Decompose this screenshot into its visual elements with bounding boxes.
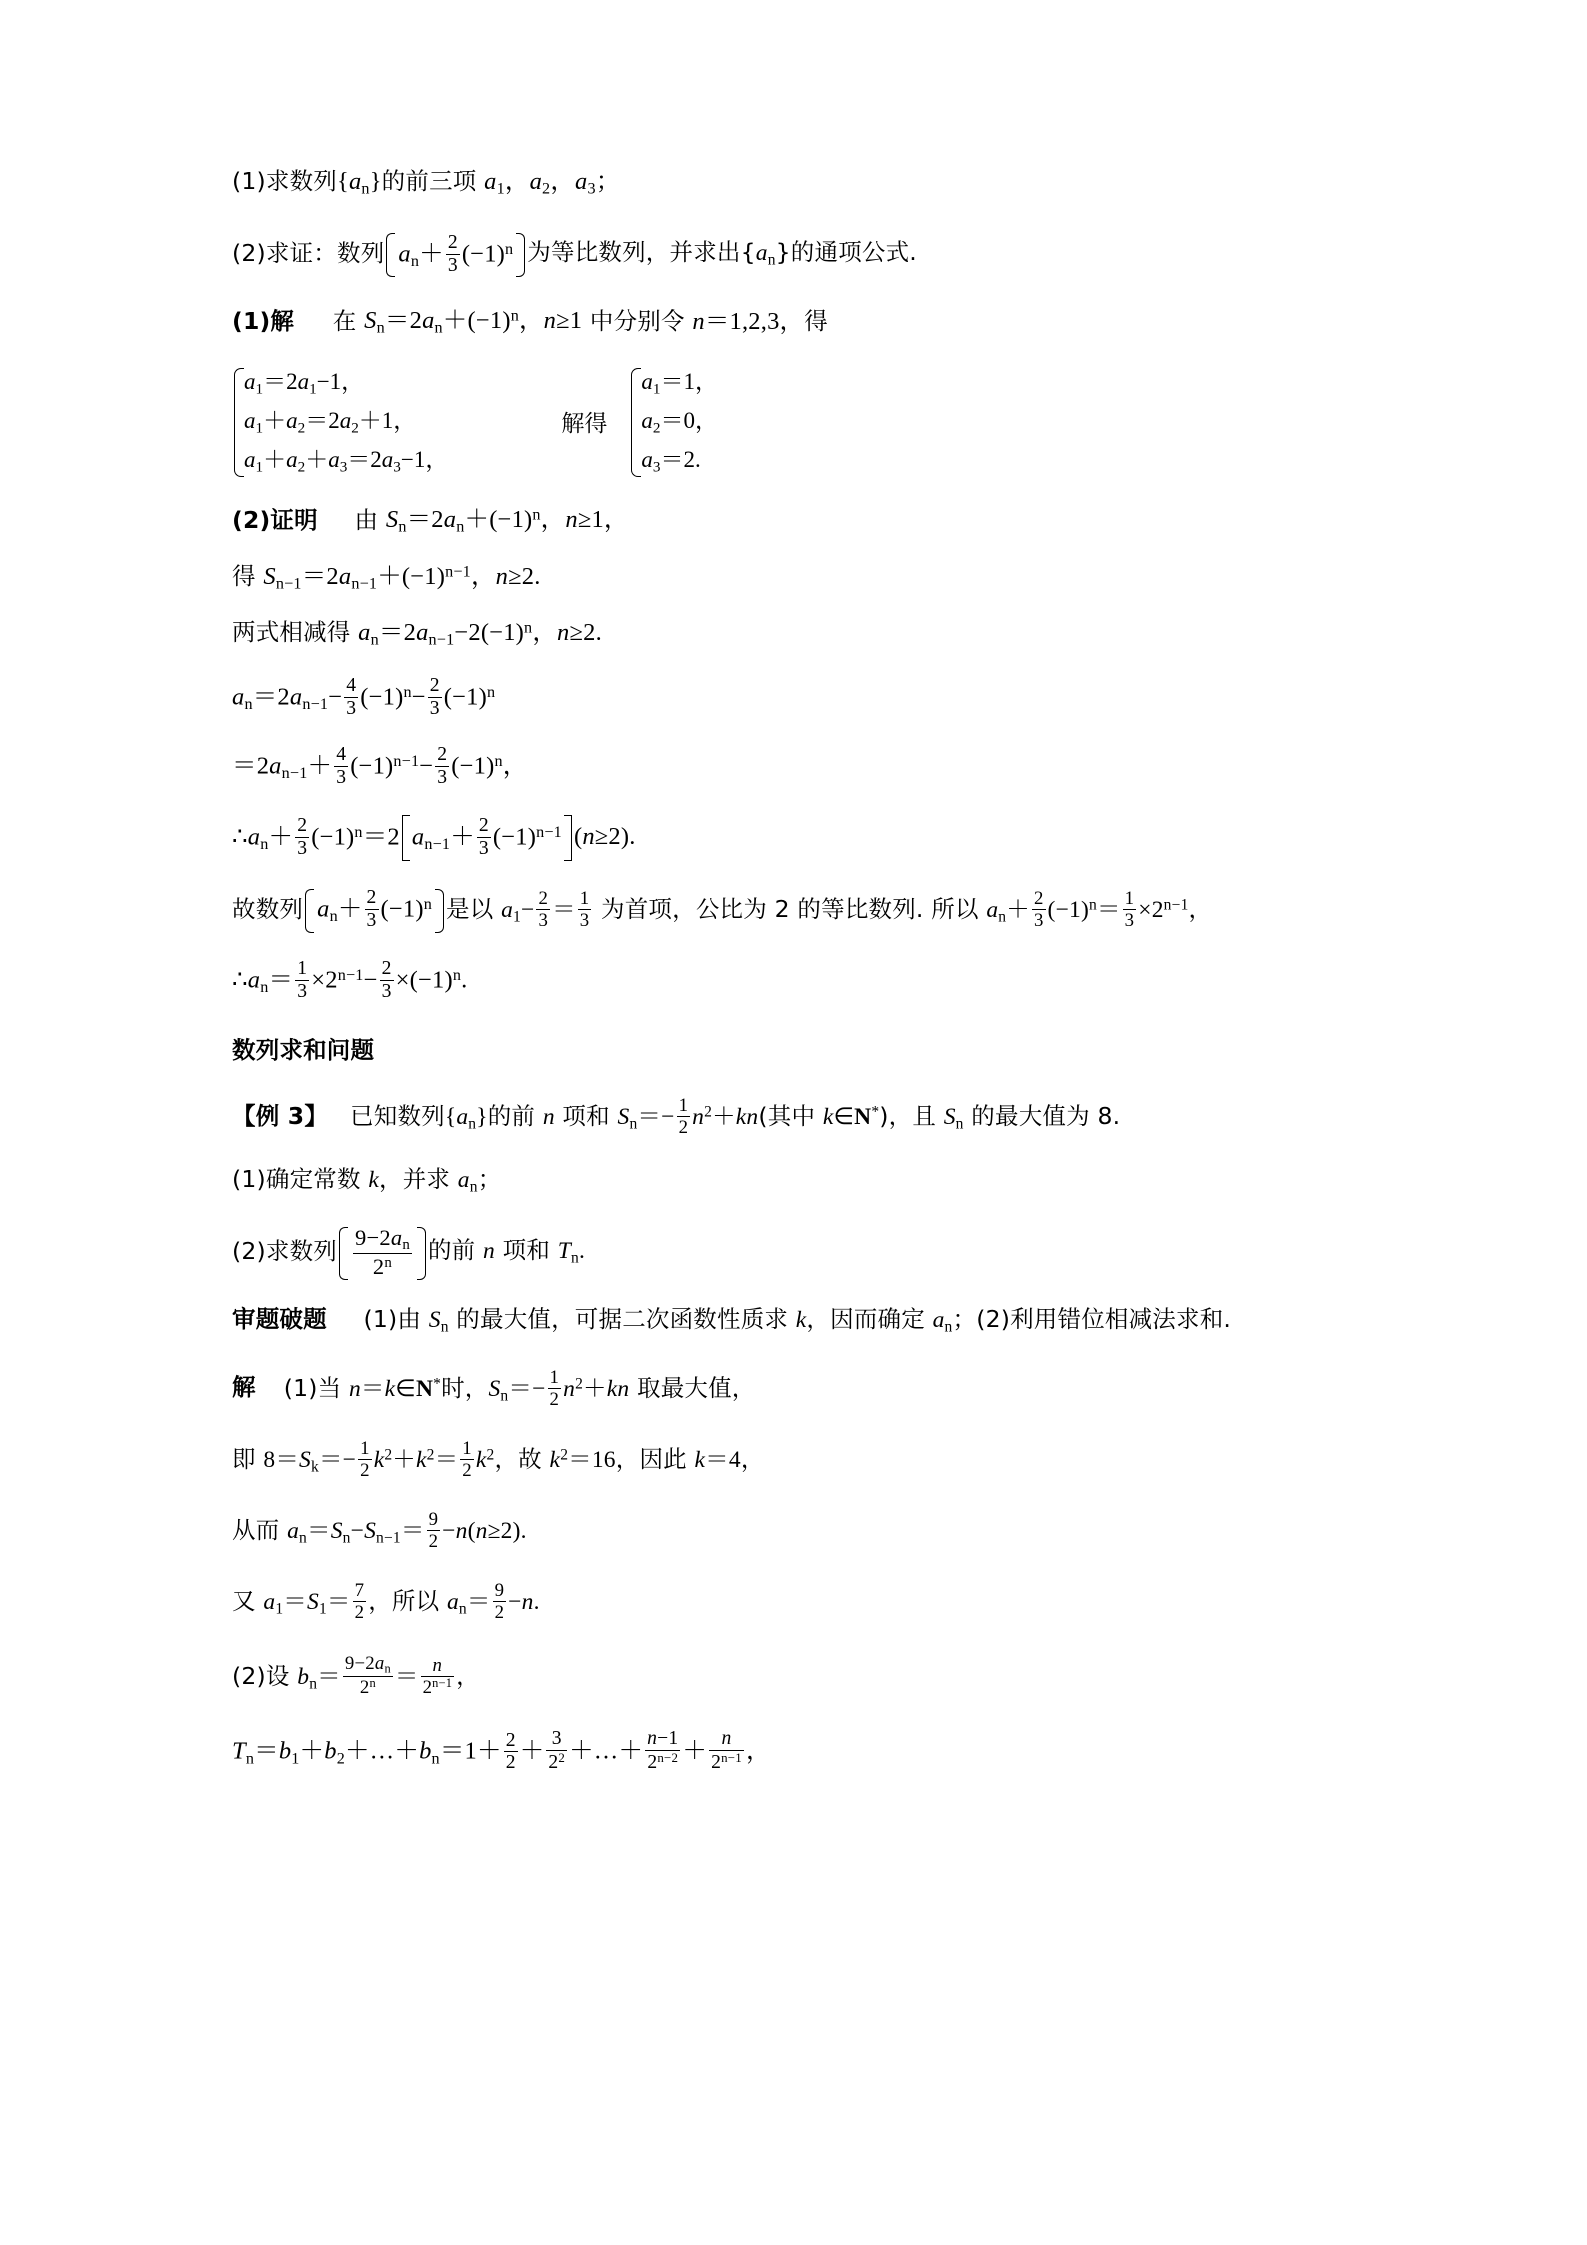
proof-line-4: $a_n=2a_{n-1}-$ $\frac{4}{3}$ $(-1)^n-$ $\frac{2}{3}$ $(-1)^n$ bbox=[232, 674, 496, 719]
square-bracket-group: $a_{n-1}+$ $\frac{2}{3}$ $(-1)^{n-1}$ bbox=[400, 815, 574, 860]
equation-systems bbox=[232, 363, 1372, 480]
jiede-label: 解得 bbox=[561, 410, 608, 437]
example-3-label: 【例 3】 bbox=[232, 1101, 329, 1130]
example-3-q2 bbox=[232, 1225, 1372, 1280]
section-heading: 数列求和问题 bbox=[232, 1036, 375, 1065]
question-2 bbox=[232, 232, 1372, 277]
system-left-brace: $a_1=2a_1-1$， $a_1+a_2=2a_2+1$， $a_1+a_2+a_3=2a_3-1$， bbox=[232, 363, 451, 480]
solution-line-2: 即 $8=S_k=-$ $\frac{1}{2}$ $k^2+k^2=$ $\frac{1}{2}$ $k^2$，故 $k^2=16$，因此 k＝4， bbox=[232, 1437, 765, 1481]
solution-line-1: 解 (1)当 n＝k∈N*时，$S_n=-$ $\frac{1}{2}$ $n^2+kn$ 取最大值， bbox=[232, 1366, 756, 1410]
solution-label: 解 bbox=[232, 1373, 256, 1402]
solution-line-5: (2)设 $b_n=$ $\frac{9-2a_n}{2^n}$ ＝ $\frac{n}{2^{n-1}}$ ， bbox=[232, 1652, 480, 1699]
sequence-set-notation-2: $a_n+$ $\frac{2}{3}$ $(-1)^n$ bbox=[303, 887, 446, 932]
solution-line-4: 又 $a_1=S_1=$ $\frac{7}{2}$ ，所以 $a_n=$ $\frac{9}{2}$ −n. bbox=[232, 1579, 540, 1623]
solution-1-label: (1)解 bbox=[232, 306, 295, 335]
proof-line-6: $\therefore a_n+$ $\frac{2}{3}$ $(-1)^n=2$ $a_{n-1}+$ $\frac{2}{3}$ $(-1)^{n-1}$ (n≥2). bbox=[232, 814, 636, 859]
proof-conclusion: 故数列 $a_n+$ $\frac{2}{3}$ $(-1)^n$ 是以 $a_1-$ $\frac{2}{3}$ ＝ $\frac{1}{3}$ 为首项，公比为 2 的等比数列. 所以 $a_n+$ $\frac{2}{3}$ $(-1)^n=$ $\frac{1}{3}$ $\times 2^{n-1}$， bbox=[232, 887, 1213, 932]
example-3-q2-prefix: (2)求数列 bbox=[232, 1237, 337, 1266]
proof-line-5: $=2a_{n-1}+$ $\frac{4}{3}$ $(-1)^{n-1}-$ $\frac{2}{3}$ $(-1)^n$， bbox=[232, 743, 528, 788]
proof-final: $\therefore a_n=$ $\frac{1}{3}$ $\times 2^{n-1}-$ $\frac{2}{3}$ $\times(-1)^n$. bbox=[232, 958, 468, 1003]
solution-line-3: 从而 $a_n=S_n-S_{n-1}=$ $\frac{9}{2}$ −n(n≥2). bbox=[232, 1508, 527, 1552]
question-2-prefix: (2)求证：数列 bbox=[232, 239, 385, 268]
solution-1-line: (1)解 在 $S_n=2a_n+(-1)^n$，n≥1 中分别令 n＝1,2,3，得 bbox=[232, 306, 828, 337]
analysis-line: 审题破题 (1)由 $S_n$ 的最大值，可据二次函数性质求 k，因而确定 $a_n$；(2)利用错位相减法求和. bbox=[232, 1304, 1232, 1336]
proof-label: (2)证明 bbox=[232, 505, 318, 534]
proof-line-2: 得 $S_{n-1}=2a_{n-1}+(-1)^{n-1}$，n≥2. bbox=[232, 561, 541, 593]
question-1: (1)求数列$\{a_n\}$的前三项 $a_1$，$a_2$，$a_3$； bbox=[232, 167, 621, 198]
question-2-suffix: 为等比数列，并求出$\{a_n\}$的通项公式. bbox=[527, 237, 917, 269]
fraction-set-notation: $\frac{9-2a_n}{2^n}$ bbox=[337, 1225, 428, 1280]
example-3: 【例 3】 已知数列$\{a_n\}$的前 n 项和 $S_n=-$ $\frac{1}{2}$ $n^2+kn$(其中 k∈N*)，且 $S_n$ 的最大值为 8. bbox=[232, 1094, 1121, 1138]
example-3-q2-suffix: 的前 n 项和 $T_n$. bbox=[427, 1235, 586, 1267]
example-3-q1: (1)确定常数 k，并求 $a_n$； bbox=[232, 1164, 502, 1196]
proof-line-3: 两式相减得 $a_n=2a_{n-1}-2(-1)^n$，n≥2. bbox=[232, 618, 602, 649]
proof-label-line: (2)证明 由 $S_n=2a_n+(-1)^n$，n≥1， bbox=[232, 505, 629, 536]
solution-line-6: $T_n=b_1+b_2+\dots+b_n=1+$ $\frac{2}{2}$ ＋ $\frac{3}{2^2}$ ＋…＋ $\frac{n-1}{2^{n-2}}$ ＋ $\frac{n}{2^{n-1}}$ ， bbox=[232, 1728, 771, 1774]
sequence-set-notation: $a_n+$ $\frac{2}{3}$ $(-1)^n$ bbox=[384, 232, 527, 277]
analysis-label: 审题破题 bbox=[232, 1304, 327, 1333]
system-right-brace: $a_1=1$， $a_2=0$， $a_3=2$. bbox=[629, 363, 721, 480]
